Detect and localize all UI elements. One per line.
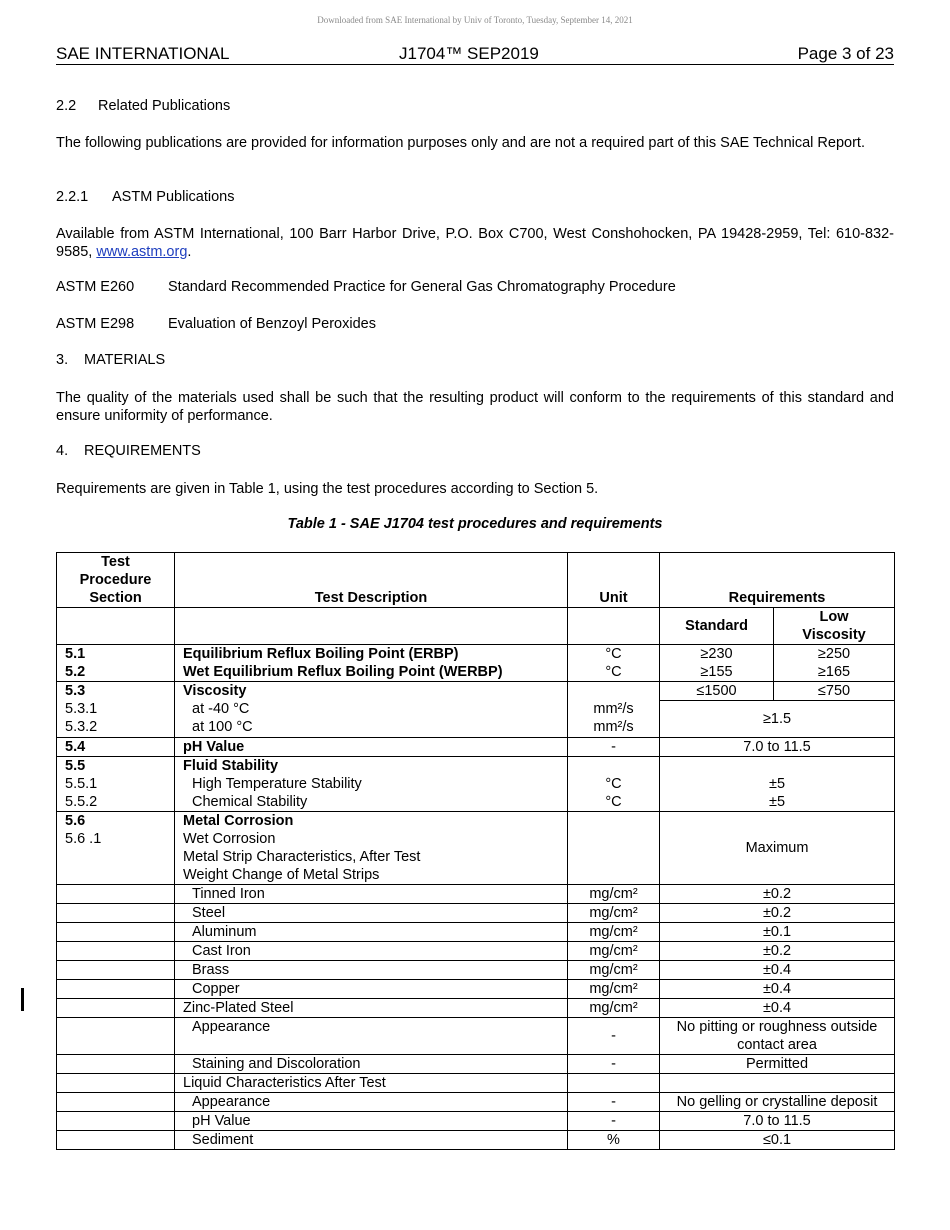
row-requirement: ±0.2 <box>660 885 895 904</box>
header-text: Section <box>89 590 142 606</box>
unit-text: °C <box>605 776 622 792</box>
section-title: REQUIREMENTS <box>84 443 201 459</box>
header-description: Test Description <box>175 553 568 608</box>
empty-cell <box>57 961 175 980</box>
description-text: Copper <box>192 981 240 997</box>
section-code: 5.6 .1 <box>65 831 102 847</box>
requirement-text: contact area <box>737 1037 817 1053</box>
description-text: Staining and Discoloration <box>192 1056 361 1072</box>
unit-text: °C <box>605 664 622 680</box>
description-text: Wet Corrosion <box>183 831 276 847</box>
description-text: Cast Iron <box>192 943 251 959</box>
section-4-heading <box>56 443 201 459</box>
requirement-text: ≥165 <box>817 664 851 680</box>
astm-website-link[interactable]: www.astm.org <box>96 244 188 260</box>
description-text: Sediment <box>192 1132 254 1148</box>
row-description <box>175 885 568 904</box>
table-row <box>57 812 895 885</box>
section-code: 5.6 <box>65 813 86 829</box>
row-requirement: ±0.4 <box>660 980 895 999</box>
header-organization: SAE INTERNATIONAL <box>56 44 230 63</box>
reference-title: Evaluation of Benzoyl Peroxides <box>168 316 376 332</box>
requirement-text: No pitting or roughness outside <box>676 1019 878 1035</box>
section-code: 5.2 <box>65 664 86 680</box>
row-description: Liquid Characteristics After Test <box>175 1074 568 1093</box>
row-description <box>175 757 568 812</box>
unit-text: mm²/s <box>593 701 634 717</box>
description-text: Fluid Stability <box>183 758 279 774</box>
row-requirement: 7.0 to 11.5 <box>660 738 895 757</box>
table-row <box>57 1018 895 1055</box>
section-number: 2.2 <box>56 98 77 114</box>
row-unit: mg/cm² <box>568 961 660 980</box>
section-4-text: Requirements are given in Table 1, using the test procedures according to Section 5. <box>56 481 599 497</box>
unit-text: mm²/s <box>593 719 634 735</box>
row-unit <box>568 645 660 682</box>
row-description <box>175 980 568 999</box>
section-3-heading <box>56 352 165 368</box>
row-unit: - <box>568 1018 660 1055</box>
row-section <box>57 812 175 885</box>
description-text: Chemical Stability <box>192 794 308 810</box>
header-text: Low <box>819 609 849 625</box>
empty-cell <box>57 942 175 961</box>
header-text: Viscosity <box>802 627 866 643</box>
empty-cell <box>57 923 175 942</box>
row-description <box>175 904 568 923</box>
table-row <box>57 1131 895 1150</box>
description-text: Metal Strip Characteristics, After Test <box>183 849 421 865</box>
section-code: 5.1 <box>65 646 86 662</box>
table-row <box>57 1055 895 1074</box>
section-title: ASTM Publications <box>112 189 235 205</box>
table-row <box>57 1074 895 1093</box>
row-description <box>175 645 568 682</box>
empty-cell <box>568 812 660 885</box>
empty-cell <box>57 1112 175 1131</box>
header-standard: Standard <box>660 608 774 645</box>
row-description <box>175 812 568 885</box>
header-document-id: J1704™ SEP2019 <box>399 44 539 63</box>
row-requirement: ±0.4 <box>660 999 895 1018</box>
description-text: Steel <box>192 905 226 921</box>
description-text: Metal Corrosion <box>183 813 294 829</box>
empty-cell <box>57 608 175 645</box>
empty-cell <box>175 608 568 645</box>
row-unit <box>568 682 660 738</box>
astm-address: Available from ASTM International, 100 Barr Harbor Drive, P.O. Box C700, West Conshohocken, PA 19428-2959, Tel: 610-832-9585, <box>56 226 894 260</box>
reference-code: ASTM E298 <box>56 316 135 332</box>
table-row <box>57 904 895 923</box>
table-row <box>57 923 895 942</box>
row-unit <box>568 757 660 812</box>
table-row <box>57 1112 895 1131</box>
row-unit: % <box>568 1131 660 1150</box>
row-requirement: Permitted <box>660 1055 895 1074</box>
row-low-viscosity: ≤750 <box>774 682 895 701</box>
row-description: Zinc-Plated Steel <box>175 999 568 1018</box>
row-unit: mg/cm² <box>568 980 660 999</box>
row-unit: - <box>568 1093 660 1112</box>
download-watermark: Downloaded from SAE International by Univ of Toronto, Tuesday, September 14, 2021 <box>317 15 633 25</box>
header-text: Procedure <box>79 572 152 588</box>
section-number: 4. <box>56 443 69 459</box>
table-header-row <box>57 553 895 608</box>
table-row <box>57 645 895 682</box>
row-requirement: Maximum <box>660 812 895 885</box>
table-row <box>57 1093 895 1112</box>
row-low-viscosity <box>774 645 895 682</box>
requirement-text: ≥250 <box>817 646 851 662</box>
section-2-2-1-heading <box>56 189 235 205</box>
table-row <box>57 738 895 757</box>
row-standard: ≤1500 <box>660 682 774 701</box>
reference-astm-e298 <box>56 316 376 332</box>
requirement-text: ≥230 <box>700 646 733 662</box>
description-text: Appearance <box>192 1094 271 1110</box>
table-row <box>57 682 895 701</box>
table-row <box>57 885 895 904</box>
table-subheader-row <box>57 608 895 645</box>
description-text: Appearance <box>192 1019 271 1035</box>
description-text: Weight Change of Metal Strips <box>183 867 380 883</box>
section-code: 5.5.2 <box>65 794 98 810</box>
row-standard <box>660 645 774 682</box>
unit-text: °C <box>605 646 622 662</box>
empty-cell <box>660 1074 895 1093</box>
unit-text: °C <box>605 794 622 810</box>
header-page-number: Page 3 of 23 <box>797 44 894 63</box>
description-text: High Temperature Stability <box>192 776 362 792</box>
header-text: Test <box>101 554 130 570</box>
description-text: Equilibrium Reflux Boiling Point (ERBP) <box>183 646 459 662</box>
table-row <box>57 757 895 812</box>
section-code: 5.3.1 <box>65 701 98 717</box>
description-text: Aluminum <box>192 924 257 940</box>
empty-cell <box>57 885 175 904</box>
row-unit: mg/cm² <box>568 885 660 904</box>
description-text: Brass <box>192 962 230 978</box>
row-description <box>175 961 568 980</box>
requirement-text: ±5 <box>768 794 786 810</box>
row-requirement: No gelling or crystalline deposit <box>660 1093 895 1112</box>
row-unit: mg/cm² <box>568 942 660 961</box>
section-2-2-heading <box>56 98 230 114</box>
empty-cell <box>568 1074 660 1093</box>
section-code: 5.5.1 <box>65 776 98 792</box>
row-requirement: ±0.4 <box>660 961 895 980</box>
empty-cell <box>57 1055 175 1074</box>
row-requirement <box>660 1018 895 1055</box>
description-text: at -40 °C <box>192 701 250 717</box>
header-unit: Unit <box>568 553 660 608</box>
requirement-text: ≥155 <box>700 664 733 680</box>
row-requirement: ≤0.1 <box>660 1131 895 1150</box>
description-text: Tinned Iron <box>192 886 265 902</box>
table-row <box>57 942 895 961</box>
row-requirement <box>660 757 895 812</box>
row-unit: - <box>568 1055 660 1074</box>
page-header <box>56 44 894 65</box>
reference-astm-e260 <box>56 279 676 295</box>
section-number: 2.2.1 <box>56 189 89 205</box>
change-bar <box>21 988 24 1011</box>
section-number: 3. <box>56 352 69 368</box>
description-text: Viscosity <box>183 683 247 699</box>
description-text: at 100 °C <box>192 719 253 735</box>
table-row <box>57 980 895 999</box>
row-description <box>175 1093 568 1112</box>
empty-cell <box>57 1074 175 1093</box>
row-section <box>57 757 175 812</box>
row-requirement: ≥1.5 <box>660 701 895 738</box>
row-requirement: ±0.2 <box>660 904 895 923</box>
row-description <box>175 1112 568 1131</box>
reference-code: ASTM E260 <box>56 279 135 295</box>
empty-cell <box>57 1093 175 1112</box>
empty-cell <box>57 904 175 923</box>
header-requirements: Requirements <box>660 553 895 608</box>
section-title: Related Publications <box>98 98 231 114</box>
row-unit: - <box>568 738 660 757</box>
header-section <box>57 553 175 608</box>
table-caption: Table 1 - SAE J1704 test procedures and requirements <box>287 516 663 532</box>
empty-cell <box>57 980 175 999</box>
table-row <box>57 961 895 980</box>
row-unit: mg/cm² <box>568 923 660 942</box>
empty-cell <box>568 608 660 645</box>
row-description <box>175 1018 568 1055</box>
row-section <box>57 682 175 738</box>
empty-cell <box>57 999 175 1018</box>
row-description <box>175 682 568 738</box>
row-description: pH Value <box>175 738 568 757</box>
section-code: 5.5 <box>65 758 86 774</box>
row-unit: mg/cm² <box>568 904 660 923</box>
row-unit: - <box>568 1112 660 1131</box>
row-description <box>175 942 568 961</box>
row-unit: mg/cm² <box>568 999 660 1018</box>
row-requirement: ±0.1 <box>660 923 895 942</box>
row-section <box>57 645 175 682</box>
section-code: 5.3.2 <box>65 719 98 735</box>
row-requirement: 7.0 to 11.5 <box>660 1112 895 1131</box>
row-section: 5.4 <box>57 738 175 757</box>
section-3-text: The quality of the materials used shall be such that the resulting product will conform to the requirements of this standard and ensure uniformity of performance. <box>56 390 894 424</box>
section-title: MATERIALS <box>84 352 166 368</box>
requirement-text: ±5 <box>768 776 786 792</box>
empty-cell <box>57 1131 175 1150</box>
period: . <box>187 244 192 260</box>
description-text: Wet Equilibrium Reflux Boiling Point (WERBP) <box>183 664 503 680</box>
section-code: 5.3 <box>65 683 86 699</box>
section-2-2-text: The following publications are provided for information purposes only and are not a required part of this SAE Technical Report. <box>56 135 865 151</box>
row-description <box>175 923 568 942</box>
reference-title: Standard Recommended Practice for General Gas Chromatography Procedure <box>168 279 676 295</box>
requirements-table <box>56 552 895 1150</box>
row-requirement: ±0.2 <box>660 942 895 961</box>
row-description <box>175 1055 568 1074</box>
row-description <box>175 1131 568 1150</box>
table-row <box>57 999 895 1018</box>
section-2-2-1-text <box>56 225 894 261</box>
header-low-viscosity <box>774 608 895 645</box>
empty-cell <box>57 1018 175 1055</box>
description-text: pH Value <box>192 1113 251 1129</box>
